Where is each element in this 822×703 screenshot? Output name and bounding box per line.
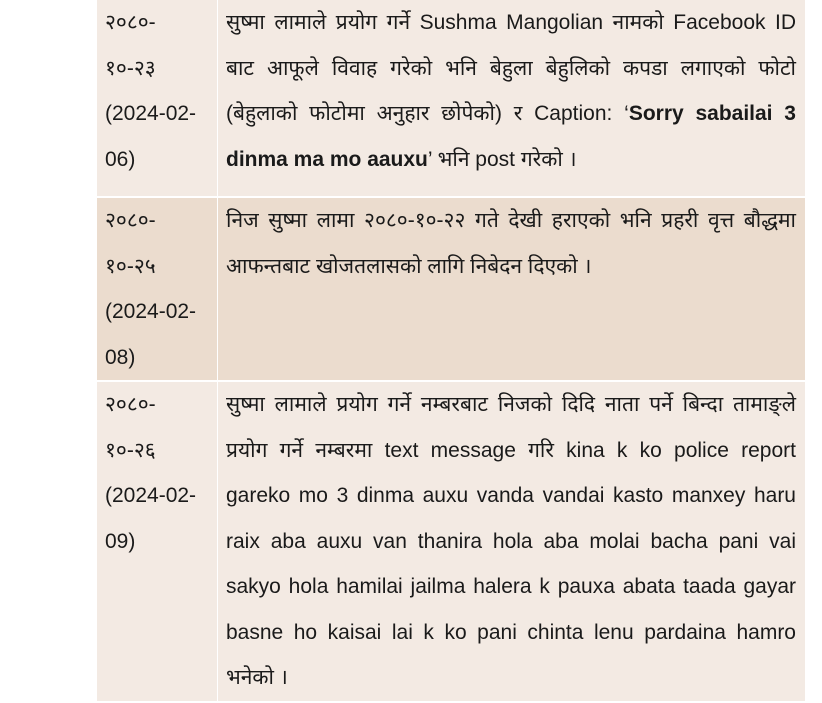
- date-nepali-part1: २०८०-: [105, 209, 156, 232]
- date-english-part2: 09): [105, 529, 136, 553]
- date-nepali-part1: २०८०-: [105, 11, 156, 34]
- date-nepali-part2: १०-२५: [105, 254, 156, 278]
- date-cell: [97, 0, 218, 197]
- caption-quote: Sorry sabailai 3 dinma ma mo aauxu: [226, 102, 796, 171]
- event-timeline-table: [96, 0, 806, 703]
- date-cell: [97, 197, 218, 381]
- description-text-end: ’ भनि post गरेको ।: [427, 147, 577, 171]
- date-nepali-part1: २०८०-: [105, 393, 156, 416]
- description-cell: निज सुष्मा लामा २०८०-१०-२२ गते देखी हराएको भनि प्रहरी वृत्त बौद्धमा आफन्तबाट खोजतलासको लागि निबेदन दिएको ।: [218, 197, 806, 381]
- date-english-part2: 08): [105, 345, 136, 369]
- date-english-part2: 06): [105, 147, 136, 171]
- table-row: [97, 0, 806, 197]
- date-cell: [97, 381, 218, 702]
- date-nepali-part2: १०-२३: [105, 56, 156, 80]
- description-cell: [218, 0, 806, 197]
- date-english-part1: (2024-02-: [105, 102, 197, 125]
- table-row: [97, 381, 806, 702]
- description-cell: सुष्मा लामाले प्रयोग गर्ने नम्बरबाट निजको दिदि नाता पर्ने बिन्दा तामाङ्ले प्रयोग गर्ने नम्बरमा text message गरि kina k ko police report gareko mo 3 dinma auxu vanda vandai kasto manxey haru raix aba auxu van thanira hola aba molai bacha pani vai sakyo hola hamilai jailma halera k pauxa abata taada gayar basne ho kaisai lai k ko pani chinta lenu pardaina hamro भनेको ।: [218, 381, 806, 702]
- description-text: सुष्मा लामाले प्रयोग गर्ने Sushma Mangolian नामको Facebook ID बाट आफूले विवाह गरेको भनि बेहुला बेहुलिको कपडा लगाएको फोटो (बेहुलाको फोटोमा अनुहार छोपेको) र Caption: ‘: [226, 11, 796, 125]
- date-nepali-part2: १०-२६: [105, 438, 156, 462]
- date-english-part1: (2024-02-: [105, 300, 197, 323]
- table-row: [97, 197, 806, 381]
- date-english-part1: (2024-02-: [105, 484, 197, 507]
